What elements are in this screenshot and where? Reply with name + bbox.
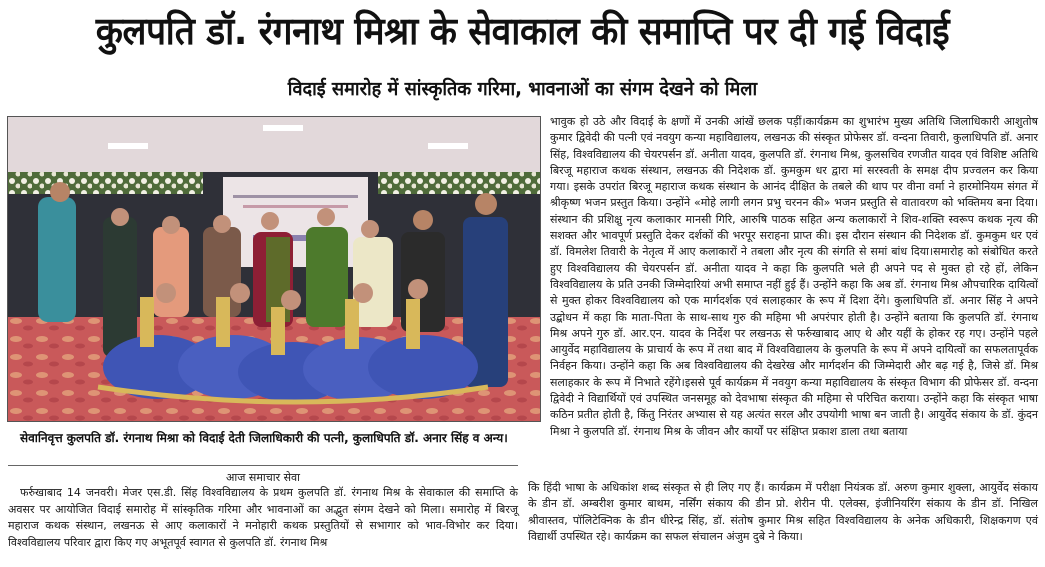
news-photo bbox=[7, 116, 541, 422]
article-body-left: फर्रुखाबाद 14 जनवरी। मेजर एस.डी. सिंह विश्वविद्यालय के प्रथम कुलपति डॉ. रंगनाथ मिश्र के सेवाकाल की समाप्ति के अवसर पर आयोजित विदाई समारोह में सांस्कृतिक गरिमा और भावनाओं का अद्भुत संगम देखने को मिला। समारोह में बिरजू महाराज कथक संस्थान, लखनऊ से आए कलाकारों ने मनोहारी कथक प्रस्तुतियों से सभागार को भाव-विभोर कर दिया। विश्वविद्यालय परिवार द्वारा किए गए अभूतपूर्व स्वागत से कुलपति डॉ. रंगनाथ मिश्र bbox=[8, 486, 518, 549]
article-body-right-tail: कि हिंदी भाषा के अधिकांश शब्द संस्कृत से ही लिए गए हैं। कार्यक्रम में परीक्षा नियंत्रक डॉ. अरुण कुमार शुक्ला, आयुर्वेद संकाय के डीन डॉ. अम्बरीश कुमार बाथम, नर्सिंग संकाय की डीन प्रो. शेरीन पी. एलेक्स, इंजीनियरिंग संकाय के डीन डॉ. निखिल श्रीवास्तव, पॉलिटेक्निक के डीन धीरेन्द्र सिंह, डॉ. संतोष कुमार मिश्र सहित विश्वविद्यालय के अनेक अधिकारी, शिक्षकगण एवं विद्यार्थी उपस्थित रहे। कार्यक्रम का सफल संचालन अंजुम दुबे ने किया। bbox=[528, 481, 1038, 543]
article-body-right: भावुक हो उठे और विदाई के क्षणों में उनकी आंखें छलक पड़ीं।कार्यक्रम का शुभारंभ मुख्य अतिथि जिलाधिकारी आशुतोष कुमार द्विवेदी की पत्नी एवं नवयुग कन्या महाविद्यालय, लखनऊ की संस्कृत प्रोफेसर डॉ. वन्दना तिवारी, कुलाधिपति डॉ. अनार सिंह, विश्वविद्यालय की चेयरपर्सन डॉ. अनीता यादव, कुलपति डॉ. रंगनाथ मिश्र, कुलसचिव रणजीत यादव एवं विशिष्ट अतिथि बिरजू महाराज कथक संस्थान, लखनऊ की निदेशक डॉ. कुमकुम धर द्वारा मां सरस्वती के समक्ष दीप प्रज्वलन कर किया गया। इसके उपरांत बिरजू महाराज कथक संस्थान के आनंद दीक्षित के तबले की थाप पर वीना वर्मा ने हारमोनियम संगत में श्रीकृष्ण भजन प्रस्तुत किया। उन्होंने «मोहे लागी लगन प्रभु चरनन की» भजन प्रस्तुति से वातावरण को भक्तिमय बना दिया। संस्थान की प्रशिक्षु नृत्य कलाकार मानसी गिरि, आरुषि पाठक सहित अन्य कलाकारों ने शिव-शक्ति स्वरूप कथक नृत्य की सशक्त और भावपूर्ण प्रस्तुति देकर दर्शकों की भरपूर सराहना प्राप्त की। इस दौरान संस्थान की निदेशक डॉ. कुमकुम धर एवं डॉ. विमलेश तिवारी के नेतृत्व में आए कलाकारों ने तबला और नृत्य की संगति से समां बांध दिया।समारोह को संबोधित करते हुए विश्वविद्यालय की चेयरपर्सन डॉ. अनीता यादव ने कहा कि कुलपति भले ही अपने पद से मुक्त हो रहे हों, लेकिन विश्वविद्यालय के प्रति उनकी जिम्मेदारियां अभी समाप्त नहीं हुई हैं। उन्होंने कहा कि अब डॉ. रंगनाथ मिश्र औपचारिक दायित्वों से मुक्त होकर विश्वविद्यालय को एक मार्गदर्शक एवं सलाहकार के रूप में दिशा देंगे। कुलाधिपति डॉ. अनार सिंह ने अपने उद्बोधन में कहा कि माता-पिता के साथ-साथ गुरु की महिमा भी अपरंपार होती है। उन्होंने बताया कि कुलपति डॉ. रंगनाथ मिश्र अपने गुरु डॉ. आर.एन. यादव के निर्देश पर लखनऊ से फर्रुखाबाद आए थे और यहीं के होकर रह गए। उन्होंने पहले आयुर्वेद महाविद्यालय के प्राचार्य के रूप में तथा बाद में विश्वविद्यालय के कुलपति के रूप में अपने दायित्वों का सफलतापूर्वक निर्वहन किया। उन्होंने कहा कि अब विश्वविद्यालय की देखरेख और मार्गदर्शन की जिम्मेदारी और बढ़ गई है, जिसे डॉ. मिश्र सलाहकार के रूप में निभाते रहेंगे।इससे पूर्व कार्यक्रम में नवयुग कन्या महाविद्यालय के संस्कृत विभाग की प्रोफेसर डॉ. वन्दना द्विवेदी ने विद्यार्थियों एवं उपस्थित जनसमूह को देवभाषा संस्कृत की महिमा से परिचित कराया। उन्होंने कहा कि संस्कृत भाषा कठिन प्रतीत होती है, किंतु निरंतर अभ्यास से यह अत्यंत सरल और उपयोगी भाषा बन जाती है। आयुर्वेद संकाय के डॉ. कुंदन मिश्रा ने कुलपति डॉ. रंगनाथ मिश्र के जीवन और कार्यों पर संक्षिप्त प्रकाश डाला तथा बताया bbox=[550, 115, 1038, 438]
headline: कुलपति डॉ. रंगनाथ मिश्रा के सेवाकाल की समाप्ति पर दी गई विदाई bbox=[95, 9, 950, 53]
photo-caption: सेवानिवृत्त कुलपति डॉ. रंगनाथ मिश्रा को विदाई देती जिलाधिकारी की पत्नी, कुलाधिपति डॉ. अनार सिंह व अन्य। bbox=[20, 431, 508, 445]
group-photo-illustration bbox=[8, 117, 541, 422]
caption-divider bbox=[8, 465, 518, 466]
byline: आज समाचार सेवा bbox=[226, 471, 300, 484]
subheadline: विदाई समारोह में सांस्कृतिक गरिमा, भावनाओं का संगम देखने को मिला bbox=[287, 78, 758, 100]
